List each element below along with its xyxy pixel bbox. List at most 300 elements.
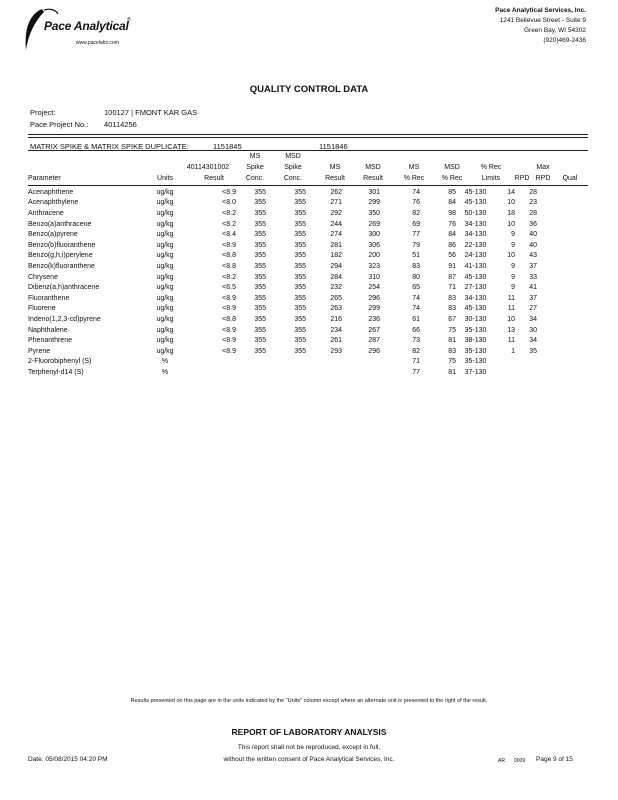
cell-result xyxy=(180,357,236,368)
divider-rule-top-2 xyxy=(28,137,588,138)
cell-parameter: Naphthalene xyxy=(28,326,68,334)
cell-qual xyxy=(537,357,565,368)
cell-parameter: 2-Fluorobiphenyl (S) xyxy=(28,358,92,366)
cell-ms-spike: 355 xyxy=(254,284,266,292)
cell-limits: 22-130 xyxy=(464,241,487,249)
cell-msd-result: 254 xyxy=(368,284,380,292)
cell-limits: 45-130 xyxy=(464,188,487,196)
cell-result: <6.5 xyxy=(222,284,236,292)
cell-units: ug/kg xyxy=(156,305,174,313)
cell-msd-rec: 67 xyxy=(448,315,456,323)
cell-msd-rec: 98 xyxy=(448,209,456,217)
cell-qual xyxy=(537,367,565,378)
page-number: Page 9 of 15 xyxy=(536,756,573,763)
cell-msd-spike: 355 xyxy=(294,326,306,334)
cell-qual xyxy=(537,346,565,357)
header-units: Units xyxy=(157,175,173,182)
cell-msd-result: 296 xyxy=(368,347,380,355)
table-row xyxy=(28,282,565,293)
cell-units: ug/kg xyxy=(156,337,174,345)
cell-result: <8.9 xyxy=(222,337,236,345)
cell-msd-result: 299 xyxy=(368,305,380,313)
cell-msd-result: 300 xyxy=(368,231,380,239)
cell-msd-result: 299 xyxy=(368,199,380,207)
cell-rpd: 10 xyxy=(507,315,515,323)
cell-max-rpd xyxy=(515,357,537,368)
header-ms-spike-2: Spike xyxy=(246,164,264,171)
header-msd-spike-2: Spike xyxy=(284,164,302,171)
cell-ms-rec: 77 xyxy=(412,368,420,376)
cell-max-rpd: 40 xyxy=(529,231,537,239)
cell-limits: 34-130 xyxy=(464,220,487,228)
company-phone: (920)469-2436 xyxy=(543,37,586,44)
msd-sample-id: 1151846 xyxy=(319,142,348,151)
cell-ms-rec: 66 xyxy=(412,326,420,334)
cell-qual xyxy=(537,314,565,325)
cell-ms-rec: 69 xyxy=(412,220,420,228)
cell-max-rpd: 34 xyxy=(529,337,537,345)
header-ms-spike-3: Conc. xyxy=(245,175,265,182)
cell-msd-rec: 83 xyxy=(448,305,456,313)
cell-units: ug/kg xyxy=(156,294,174,302)
cell-units: ug/kg xyxy=(156,273,174,281)
cell-parameter: Chrysene xyxy=(28,273,58,281)
cell-units: ug/kg xyxy=(156,209,174,217)
cell-qual xyxy=(537,325,565,336)
cell-max-rpd: 33 xyxy=(529,273,537,281)
cell-limits: 30-130 xyxy=(464,315,487,323)
cell-ms-spike xyxy=(236,367,266,378)
cell-ms-rec: 65 xyxy=(412,284,420,292)
header-ms-result-1: MS xyxy=(329,164,341,171)
cell-max-rpd: 27 xyxy=(529,305,537,313)
cell-ms-rec: 76 xyxy=(412,199,420,207)
cell-parameter: Terphenyl-d14 (S) xyxy=(28,368,84,376)
cell-msd-spike xyxy=(266,367,306,378)
table-row xyxy=(28,272,565,283)
cell-msd-spike: 355 xyxy=(294,273,306,281)
cell-result: <8.8 xyxy=(222,315,236,323)
cell-msd-spike xyxy=(266,357,306,368)
company-url: www.pacelabs.com xyxy=(76,40,119,46)
cell-qual xyxy=(537,187,565,198)
cell-max-rpd: 23 xyxy=(529,199,537,207)
cell-ms-rec: 74 xyxy=(412,188,420,196)
cell-ms-result: 261 xyxy=(330,337,342,345)
table-row xyxy=(28,335,565,346)
header-msd-spike-3: Conc. xyxy=(283,175,303,182)
cell-ms-spike: 355 xyxy=(254,220,266,228)
table-row xyxy=(28,314,565,325)
cell-ms-rec: 82 xyxy=(412,209,420,217)
cell-rpd: 14 xyxy=(507,188,515,196)
cell-rpd: 1 xyxy=(511,347,515,355)
cell-ms-rec: 73 xyxy=(412,337,420,345)
cell-rpd: 11 xyxy=(507,305,515,313)
cell-limits: 27-130 xyxy=(464,284,487,292)
cell-result: <8.9 xyxy=(222,188,236,196)
cell-ms-spike: 355 xyxy=(254,241,266,249)
cell-max-rpd: 36 xyxy=(529,220,537,228)
cell-ms-rec: 61 xyxy=(412,315,420,323)
cell-rpd: 13 xyxy=(507,326,515,334)
cell-ms-rec: 82 xyxy=(412,347,420,355)
divider-rule-mid xyxy=(28,150,588,151)
ms-sample-id: 1151845 xyxy=(213,142,242,151)
cell-msd-spike: 355 xyxy=(294,241,306,249)
header-result-sample: 40114301002 xyxy=(186,164,230,171)
header-ms-spike-1: MS xyxy=(249,153,261,160)
pace-project-value: 40114256 xyxy=(104,120,137,129)
table-row xyxy=(28,325,565,336)
cell-result: <8.2 xyxy=(222,209,236,217)
report-heading: REPORT OF LABORATORY ANALYSIS xyxy=(231,727,387,737)
cell-units: ug/kg xyxy=(156,347,174,355)
cell-msd-spike: 355 xyxy=(294,337,306,345)
cell-ms-spike: 355 xyxy=(254,326,266,334)
cell-msd-rec: 83 xyxy=(448,294,456,302)
header-ms-rec-1: MS xyxy=(408,164,420,171)
header-ms-result-2: Result xyxy=(325,175,345,182)
cell-result: <8.8 xyxy=(222,262,236,270)
cell-units: ug/kg xyxy=(156,220,174,228)
table-row xyxy=(28,240,565,251)
header-ms-rec-2: % Rec xyxy=(403,175,425,182)
cell-msd-spike: 355 xyxy=(294,315,306,323)
cell-ms-result: 292 xyxy=(330,209,342,217)
cell-ms-result: 294 xyxy=(330,262,342,270)
cell-msd-rec: 85 xyxy=(448,188,456,196)
cell-limits: 34-130 xyxy=(464,294,487,302)
cell-result: <8.2 xyxy=(222,220,236,228)
cell-result: <8.9 xyxy=(222,241,236,249)
cell-ms-result: 281 xyxy=(330,241,342,249)
cell-qual xyxy=(537,304,565,315)
cell-ms-spike: 355 xyxy=(254,337,266,345)
cell-units: % xyxy=(161,358,169,366)
company-name: Pace Analytical Services, Inc. xyxy=(495,7,586,14)
doc-code-number: 0009 xyxy=(514,758,526,764)
cell-max-rpd: 37 xyxy=(529,262,537,270)
cell-rpd: 10 xyxy=(507,252,515,260)
cell-msd-rec: 91 xyxy=(448,262,456,270)
table-row xyxy=(28,304,565,315)
cell-ms-result: 265 xyxy=(330,294,342,302)
cell-qual xyxy=(537,335,565,346)
cell-ms-rec: 74 xyxy=(412,294,420,302)
table-row xyxy=(28,293,565,304)
cell-units: ug/kg xyxy=(156,284,174,292)
cell-msd-spike: 355 xyxy=(294,188,306,196)
cell-units: ug/kg xyxy=(156,252,174,260)
cell-limits: 41-130 xyxy=(464,262,487,270)
cell-msd-spike: 355 xyxy=(294,199,306,207)
header-msd-result-2: Result xyxy=(363,175,383,182)
cell-parameter: Fluoranthene xyxy=(28,294,70,302)
cell-result: <8.9 xyxy=(222,326,236,334)
cell-ms-spike: 355 xyxy=(254,347,266,355)
cell-msd-result: 287 xyxy=(368,337,380,345)
cell-msd-rec: 87 xyxy=(448,273,456,281)
cell-max-rpd: 37 xyxy=(529,294,537,302)
table-row xyxy=(28,229,565,240)
cell-units: ug/kg xyxy=(156,188,174,196)
cell-ms-rec: 71 xyxy=(412,358,420,366)
cell-units: ug/kg xyxy=(156,199,174,207)
cell-result: <8.0 xyxy=(222,199,236,207)
header-rpd: RPD xyxy=(514,175,530,182)
header-limits-2: Limits xyxy=(481,175,501,182)
cell-msd-spike: 355 xyxy=(294,305,306,313)
cell-ms-result: 293 xyxy=(330,347,342,355)
company-address-line2: Green Bay, WI 54302 xyxy=(523,27,586,34)
cell-ms-result: 232 xyxy=(330,284,342,292)
cell-msd-rec: 81 xyxy=(448,368,456,376)
cell-ms-result: 244 xyxy=(330,220,342,228)
header-msd-spike-1: MSD xyxy=(285,153,301,160)
cell-qual xyxy=(537,293,565,304)
pace-project-label: Pace Project No.: xyxy=(30,120,89,129)
cell-ms-result: 263 xyxy=(330,305,342,313)
table-row xyxy=(28,367,565,378)
header-msd-result-1: MSD xyxy=(365,164,381,171)
cell-msd-result: 323 xyxy=(368,262,380,270)
cell-max-rpd: 30 xyxy=(529,326,537,334)
cell-ms-result xyxy=(306,367,342,378)
qc-data-table xyxy=(28,187,565,378)
project-value: 100127 | FMONT KAR GAS xyxy=(104,108,198,117)
cell-msd-spike: 355 xyxy=(294,231,306,239)
cell-result xyxy=(180,367,236,378)
divider-rule-header xyxy=(28,185,588,186)
cell-msd-result: 306 xyxy=(368,241,380,249)
cell-qual xyxy=(537,229,565,240)
cell-msd-result: 350 xyxy=(368,209,380,217)
cell-qual xyxy=(537,272,565,283)
reproduction-notice-line2: without the written consent of Pace Analytical Services, Inc. xyxy=(223,756,395,763)
cell-msd-rec: 76 xyxy=(448,220,456,228)
table-row xyxy=(28,346,565,357)
cell-limits: 24-130 xyxy=(464,252,487,260)
cell-msd-result: 301 xyxy=(368,188,380,196)
page-title: QUALITY CONTROL DATA xyxy=(249,84,369,95)
header-max-rpd-1: Max xyxy=(536,164,550,171)
cell-msd-result xyxy=(342,367,380,378)
cell-msd-rec: 56 xyxy=(448,252,456,260)
cell-parameter: Fluorene xyxy=(28,305,56,313)
table-row xyxy=(28,208,565,219)
cell-limits: 35-130 xyxy=(464,347,487,355)
cell-max-rpd: 35 xyxy=(529,347,537,355)
cell-msd-spike: 355 xyxy=(294,294,306,302)
project-label: Project: xyxy=(30,108,56,117)
cell-ms-result: 274 xyxy=(330,231,342,239)
header-max-rpd-2: RPD xyxy=(535,175,551,182)
cell-parameter: Benzo(g,h,i)perylene xyxy=(28,252,93,260)
cell-rpd: 11 xyxy=(507,294,515,302)
cell-limits: 45-130 xyxy=(464,273,487,281)
cell-msd-result: 267 xyxy=(368,326,380,334)
cell-rpd: 9 xyxy=(511,284,515,292)
cell-limits: 45-130 xyxy=(464,199,487,207)
units-footnote: Results presented on this page are in the units indicated by the "Units" column except where an alternate unit is presented to the right of the result. xyxy=(130,698,488,704)
cell-ms-rec: 77 xyxy=(412,231,420,239)
cell-ms-result: 262 xyxy=(330,188,342,196)
cell-msd-result: 310 xyxy=(368,273,380,281)
cell-limits: 50-130 xyxy=(464,209,487,217)
cell-result: <8.8 xyxy=(222,252,236,260)
cell-parameter: Benzo(a)anthracene xyxy=(28,220,92,228)
cell-max-rpd: 28 xyxy=(529,209,537,217)
cell-limits: 37-130 xyxy=(464,368,487,376)
cell-parameter: Benzo(k)fluoranthene xyxy=(28,262,95,270)
header-msd-rec-2: % Rec xyxy=(441,175,463,182)
cell-qual xyxy=(537,282,565,293)
cell-msd-result xyxy=(342,357,380,368)
header-qual: Qual xyxy=(562,175,578,182)
matrix-spike-label: MATRIX SPIKE & MATRIX SPIKE DUPLICATE: xyxy=(30,142,189,151)
cell-max-rpd: 34 xyxy=(529,315,537,323)
cell-rpd: 9 xyxy=(511,231,515,239)
cell-ms-spike: 355 xyxy=(254,188,266,196)
cell-ms-spike: 355 xyxy=(254,231,266,239)
cell-max-rpd: 43 xyxy=(529,252,537,260)
cell-limits: 45-130 xyxy=(464,305,487,313)
cell-limits: 38-130 xyxy=(464,337,487,345)
cell-msd-result: 269 xyxy=(368,220,380,228)
cell-ms-rec: 51 xyxy=(412,252,420,260)
cell-ms-spike xyxy=(236,357,266,368)
header-parameter: Parameter xyxy=(28,175,61,182)
cell-ms-result: 216 xyxy=(330,315,342,323)
cell-msd-rec: 71 xyxy=(448,284,456,292)
cell-msd-spike: 355 xyxy=(294,347,306,355)
cell-ms-spike: 355 xyxy=(254,252,266,260)
cell-units: ug/kg xyxy=(156,326,174,334)
cell-max-rpd xyxy=(515,367,537,378)
reproduction-notice-line1: This report shall not be reproduced, except in full, xyxy=(237,744,381,751)
cell-qual xyxy=(537,208,565,219)
cell-units: ug/kg xyxy=(156,231,174,239)
cell-ms-result: 284 xyxy=(330,273,342,281)
cell-ms-result: 182 xyxy=(330,252,342,260)
cell-result: <8.4 xyxy=(222,231,236,239)
table-row xyxy=(28,219,565,230)
cell-qual xyxy=(537,198,565,209)
cell-parameter: Acenaphthene xyxy=(28,188,74,196)
cell-rpd: 10 xyxy=(507,220,515,228)
cell-rpd: 9 xyxy=(511,241,515,249)
trademark-symbol: ® xyxy=(127,17,131,23)
cell-ms-spike: 355 xyxy=(254,273,266,281)
cell-msd-rec: 84 xyxy=(448,231,456,239)
cell-parameter: Pyrene xyxy=(28,347,51,355)
cell-ms-spike: 355 xyxy=(254,199,266,207)
cell-ms-rec: 80 xyxy=(412,273,420,281)
cell-rpd: 9 xyxy=(511,273,515,281)
cell-max-rpd: 40 xyxy=(529,241,537,249)
cell-msd-rec: 75 xyxy=(448,358,456,366)
cell-ms-rec: 74 xyxy=(412,305,420,313)
cell-parameter: Benzo(b)fluoranthene xyxy=(28,241,96,249)
cell-parameter: Indeno(1,2,3-cd)pyrene xyxy=(28,315,101,323)
cell-msd-spike: 355 xyxy=(294,252,306,260)
cell-ms-spike: 355 xyxy=(254,294,266,302)
cell-ms-spike: 355 xyxy=(254,305,266,313)
cell-limits: 35-130 xyxy=(464,358,487,366)
cell-msd-rec: 81 xyxy=(448,337,456,345)
cell-result: <8.2 xyxy=(222,273,236,281)
cell-rpd xyxy=(495,357,515,368)
cell-result: <8.9 xyxy=(222,347,236,355)
table-row xyxy=(28,187,565,198)
cell-msd-spike: 355 xyxy=(294,209,306,217)
cell-qual xyxy=(537,219,565,230)
cell-max-rpd: 41 xyxy=(529,284,537,292)
cell-ms-spike: 355 xyxy=(254,209,266,217)
cell-rpd xyxy=(495,367,515,378)
cell-rpd: 11 xyxy=(507,337,515,345)
table-row xyxy=(28,357,565,368)
cell-msd-rec: 86 xyxy=(448,241,456,249)
cell-units: ug/kg xyxy=(156,241,174,249)
cell-parameter: Anthracene xyxy=(28,209,64,217)
cell-ms-result: 234 xyxy=(330,326,342,334)
cell-max-rpd: 28 xyxy=(529,188,537,196)
table-row xyxy=(28,251,565,262)
cell-ms-rec: 83 xyxy=(412,262,420,270)
cell-parameter: Phenanthrene xyxy=(28,337,72,345)
cell-msd-result: 200 xyxy=(368,252,380,260)
cell-ms-result: 271 xyxy=(330,199,342,207)
header-result: Result xyxy=(204,175,224,182)
cell-ms-rec: 79 xyxy=(412,241,420,249)
cell-units: ug/kg xyxy=(156,315,174,323)
report-date: Date: 05/08/2015 04:20 PM xyxy=(28,756,108,763)
doc-code: AR xyxy=(498,758,505,764)
cell-qual xyxy=(537,261,565,272)
cell-parameter: Acenaphthylene xyxy=(28,199,79,207)
cell-parameter: Dibenz(a,h)anthracene xyxy=(28,284,100,292)
cell-msd-result: 296 xyxy=(368,294,380,302)
cell-qual xyxy=(537,240,565,251)
cell-parameter: Benzo(a)pyrene xyxy=(28,231,78,239)
pace-logo-text: Pace Analytical xyxy=(44,19,129,33)
cell-rpd: 9 xyxy=(511,262,515,270)
cell-limits: 35-130 xyxy=(464,326,487,334)
cell-msd-result: 236 xyxy=(368,315,380,323)
cell-msd-rec: 83 xyxy=(448,347,456,355)
cell-result: <8.9 xyxy=(222,294,236,302)
cell-msd-rec: 75 xyxy=(448,326,456,334)
cell-ms-spike: 355 xyxy=(254,262,266,270)
cell-rpd: 10 xyxy=(507,199,515,207)
company-address-line1: 1241 Bellevue Street - Suite 9 xyxy=(499,17,586,24)
cell-rpd: 18 xyxy=(507,209,515,217)
cell-ms-spike: 355 xyxy=(254,315,266,323)
divider-rule-top xyxy=(28,134,588,135)
table-row xyxy=(28,261,565,272)
cell-result: <8.9 xyxy=(222,305,236,313)
cell-msd-rec: 84 xyxy=(448,199,456,207)
header-msd-rec-1: MSD xyxy=(444,164,460,171)
header-limits-1: % Rec xyxy=(480,164,502,171)
cell-limits: 34-130 xyxy=(464,231,487,239)
cell-units: % xyxy=(161,368,169,376)
cell-units: ug/kg xyxy=(156,262,174,270)
cell-ms-result xyxy=(306,357,342,368)
cell-qual xyxy=(537,251,565,262)
